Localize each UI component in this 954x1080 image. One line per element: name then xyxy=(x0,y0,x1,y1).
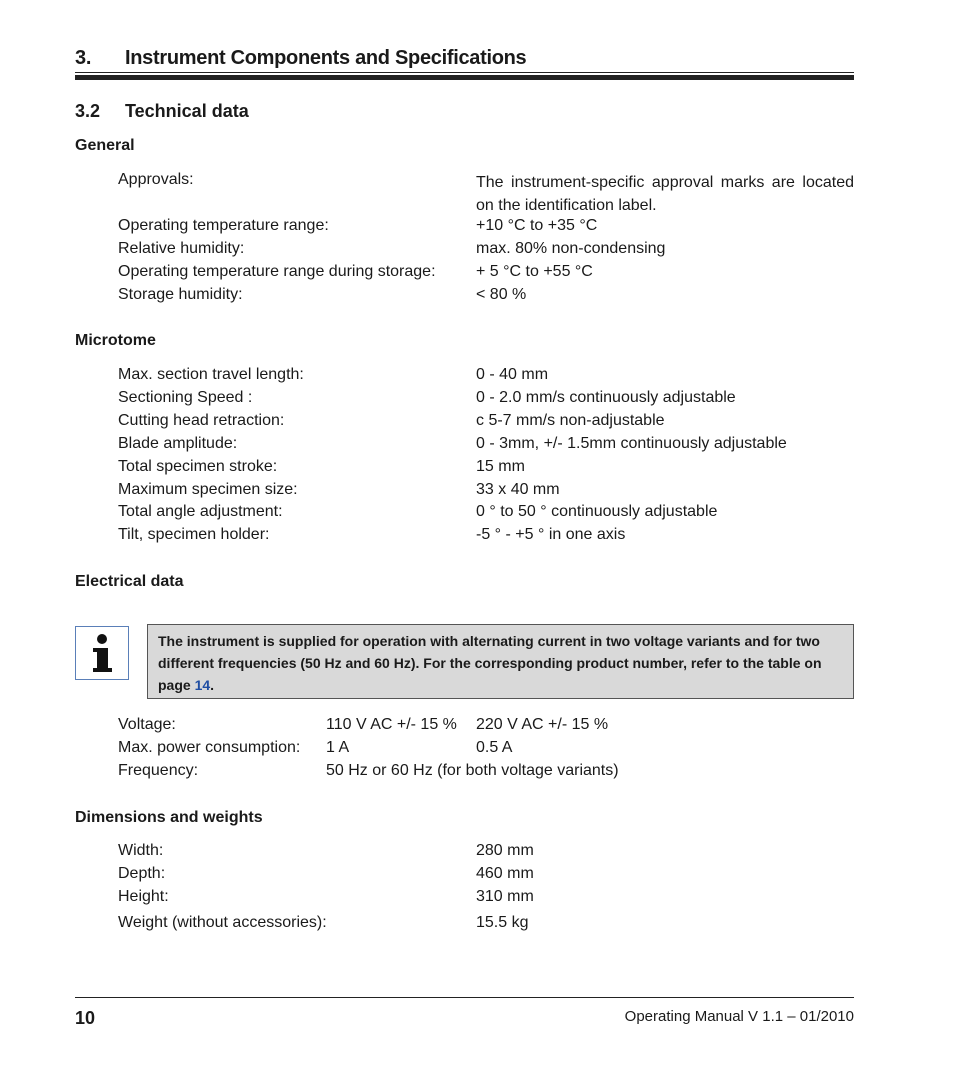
info-note-end: . xyxy=(210,677,215,693)
info-note-text: The instrument is supplied for operation with alternating current in two voltage variants and for two different frequencies (50 Hz and 60 Hz). For the corresponding product number, refer to the table on page xyxy=(158,633,822,693)
spec-label: Operating temperature range: xyxy=(118,217,329,234)
chapter-number: 3. xyxy=(75,47,92,69)
spec-value: 0 - 3mm, +/- 1.5mm continuously adjustable xyxy=(476,435,787,452)
frequency-label: Frequency: xyxy=(118,762,199,779)
chapter-title: Instrument Components and Specifications xyxy=(125,47,527,69)
spec-value: 310 mm xyxy=(476,888,534,905)
spec-value: 0 ° to 50 ° continuously adjustable xyxy=(476,503,718,520)
spec-value: + 5 °C to +55 °C xyxy=(476,263,593,280)
spec-label: Tilt, specimen holder: xyxy=(118,526,270,543)
spec-value: 33 x 40 mm xyxy=(476,481,560,498)
spec-label: Weight (without accessories): xyxy=(118,914,327,931)
power-label: Max. power consumption: xyxy=(118,739,301,756)
voltage-variant-2: 220 V AC +/- 15 % xyxy=(476,716,609,733)
page-number: 10 xyxy=(75,1008,96,1028)
spec-value: 0 - 40 mm xyxy=(476,366,549,383)
section-number: 3.2 xyxy=(75,101,101,121)
manual-version: Operating Manual V 1.1 – 01/2010 xyxy=(624,1008,854,1025)
spec-value: 460 mm xyxy=(476,865,534,882)
power-variant-1: 1 A xyxy=(326,739,350,756)
section-title: Technical data xyxy=(125,101,249,121)
power-variant-2: 0.5 A xyxy=(476,739,513,756)
footer-rule xyxy=(75,997,854,998)
spec-label: Sectioning Speed : xyxy=(118,389,253,406)
voltage-label: Voltage: xyxy=(118,716,176,733)
approvals-label: Approvals: xyxy=(118,171,194,188)
info-icon-glyph xyxy=(76,627,128,679)
spec-label: Operating temperature range during storage: xyxy=(118,263,436,280)
spec-label: Blade amplitude: xyxy=(118,435,238,452)
page-link[interactable]: 14 xyxy=(194,677,211,693)
spec-value: max. 80% non-condensing xyxy=(476,240,666,257)
spec-label: Width: xyxy=(118,842,164,859)
voltage-variant-1: 110 V AC +/- 15 % xyxy=(326,716,457,733)
spec-value: < 80 % xyxy=(476,286,527,303)
spec-label: Height: xyxy=(118,888,169,905)
spec-label: Storage humidity: xyxy=(118,286,243,303)
electrical-heading: Electrical data xyxy=(75,573,184,590)
spec-value: 15.5 kg xyxy=(476,914,529,931)
spec-label: Relative humidity: xyxy=(118,240,245,257)
spec-value: c 5-7 mm/s non-adjustable xyxy=(476,412,665,429)
spec-label: Total specimen stroke: xyxy=(118,458,278,475)
info-icon xyxy=(75,626,129,680)
spec-value: +10 °C to +35 °C xyxy=(476,217,598,234)
spec-value: 280 mm xyxy=(476,842,534,859)
spec-value: -5 ° - +5 ° in one axis xyxy=(476,526,626,543)
approvals-value: The instrument-specific approval marks are located on the identification label. xyxy=(476,174,854,214)
info-note xyxy=(147,624,854,699)
spec-label: Depth: xyxy=(118,865,166,882)
general-heading: General xyxy=(75,137,135,154)
header-rule-thick xyxy=(75,75,854,80)
spec-label: Maximum specimen size: xyxy=(118,481,298,498)
microtome-heading: Microtome xyxy=(75,332,156,349)
spec-value: 15 mm xyxy=(476,458,525,475)
header-rule-thin xyxy=(75,72,854,73)
frequency-value: 50 Hz or 60 Hz (for both voltage variants) xyxy=(326,762,619,779)
dimensions-heading: Dimensions and weights xyxy=(75,809,263,826)
spec-value: 0 - 2.0 mm/s continuously adjustable xyxy=(476,389,736,406)
spec-label: Total angle adjustment: xyxy=(118,503,283,520)
spec-label: Cutting head retraction: xyxy=(118,412,285,429)
spec-label: Max. section travel length: xyxy=(118,366,304,383)
